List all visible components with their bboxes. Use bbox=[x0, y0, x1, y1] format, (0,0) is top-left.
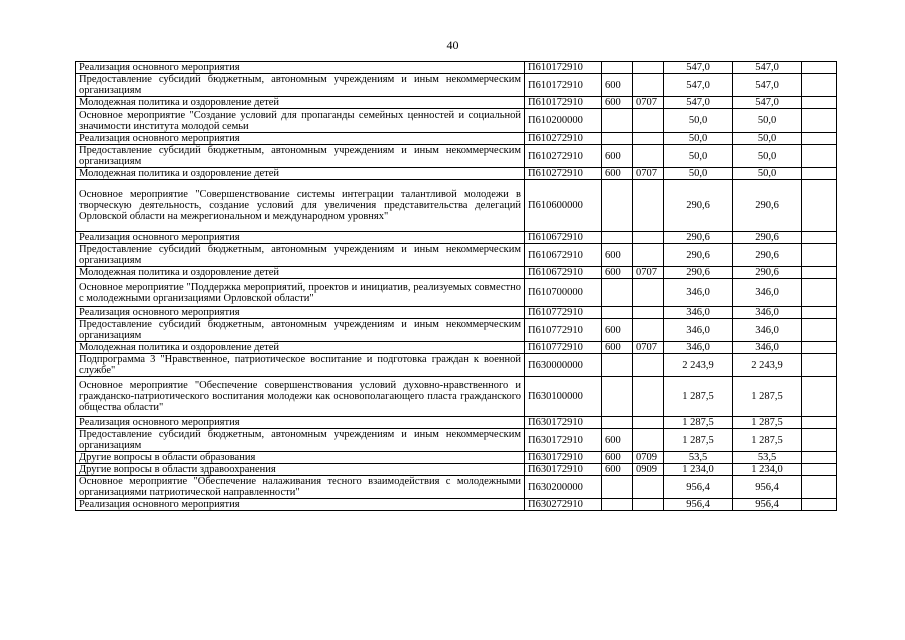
row-code-cell: П610772910 bbox=[525, 319, 602, 342]
row-sum-2-cell: 547,0 bbox=[733, 97, 802, 109]
row-sum-2-cell: 1 287,5 bbox=[733, 417, 802, 429]
row-expense-type-cell bbox=[602, 232, 633, 244]
table-row bbox=[76, 429, 837, 452]
row-name-cell: Основное мероприятие "Совершенствование системы интеграции талантливой молодежи в творческую деятельность, создание условий для увеличения представительства делегаций Орловской области на межрегиональном и международном уровнях" bbox=[76, 180, 525, 232]
row-code-cell: П630172910 bbox=[525, 464, 602, 476]
row-expense-type-cell bbox=[602, 499, 633, 511]
row-name-cell: Другие вопросы в области здравоохранения bbox=[76, 464, 525, 476]
row-expense-type-cell bbox=[602, 279, 633, 307]
row-empty-cell bbox=[802, 307, 837, 319]
row-expense-type-cell: 600 bbox=[602, 267, 633, 279]
row-section-cell: 0909 bbox=[633, 464, 664, 476]
row-code-cell: П630272910 bbox=[525, 499, 602, 511]
row-section-cell bbox=[633, 476, 664, 499]
table-row bbox=[76, 267, 837, 279]
row-section-cell bbox=[633, 244, 664, 267]
row-name-cell: Молодежная политика и оздоровление детей bbox=[76, 168, 525, 180]
row-expense-type-cell: 600 bbox=[602, 244, 633, 267]
row-sum-1-cell: 50,0 bbox=[664, 145, 733, 168]
row-sum-2-cell: 1 287,5 bbox=[733, 377, 802, 417]
row-sum-2-cell: 956,4 bbox=[733, 476, 802, 499]
row-sum-1-cell: 1 287,5 bbox=[664, 429, 733, 452]
row-sum-1-cell: 290,6 bbox=[664, 267, 733, 279]
table-row bbox=[76, 499, 837, 511]
row-sum-2-cell: 346,0 bbox=[733, 342, 802, 354]
row-section-cell: 0707 bbox=[633, 97, 664, 109]
row-sum-2-cell: 53,5 bbox=[733, 452, 802, 464]
table-row bbox=[76, 452, 837, 464]
row-sum-1-cell: 290,6 bbox=[664, 180, 733, 232]
row-empty-cell bbox=[802, 452, 837, 464]
row-sum-2-cell: 290,6 bbox=[733, 232, 802, 244]
row-sum-1-cell: 50,0 bbox=[664, 168, 733, 180]
row-name-cell: Основное мероприятие "Создание условий для пропаганды семейных ценностей и социальной значимости института молодой семьи bbox=[76, 109, 525, 133]
row-section-cell bbox=[633, 499, 664, 511]
row-name-cell: Другие вопросы в области образования bbox=[76, 452, 525, 464]
row-code-cell: П610200000 bbox=[525, 109, 602, 133]
row-expense-type-cell bbox=[602, 133, 633, 145]
row-name-cell: Предоставление субсидий бюджетным, автономным учреждениям и иным некоммерческим организациям bbox=[76, 74, 525, 97]
row-empty-cell bbox=[802, 74, 837, 97]
row-empty-cell bbox=[802, 279, 837, 307]
row-expense-type-cell: 600 bbox=[602, 464, 633, 476]
row-sum-2-cell: 346,0 bbox=[733, 279, 802, 307]
row-code-cell: П610772910 bbox=[525, 342, 602, 354]
row-expense-type-cell bbox=[602, 377, 633, 417]
table-row bbox=[76, 133, 837, 145]
row-sum-2-cell: 50,0 bbox=[733, 133, 802, 145]
row-code-cell: П610172910 bbox=[525, 62, 602, 74]
table-row bbox=[76, 279, 837, 307]
row-code-cell: П610172910 bbox=[525, 74, 602, 97]
row-code-cell: П610672910 bbox=[525, 244, 602, 267]
row-empty-cell bbox=[802, 476, 837, 499]
row-expense-type-cell: 600 bbox=[602, 452, 633, 464]
row-expense-type-cell bbox=[602, 109, 633, 133]
row-empty-cell bbox=[802, 180, 837, 232]
row-expense-type-cell: 600 bbox=[602, 429, 633, 452]
table-row bbox=[76, 180, 837, 232]
row-section-cell bbox=[633, 109, 664, 133]
row-sum-1-cell: 2 243,9 bbox=[664, 354, 733, 377]
row-sum-1-cell: 290,6 bbox=[664, 244, 733, 267]
row-section-cell bbox=[633, 417, 664, 429]
row-expense-type-cell bbox=[602, 417, 633, 429]
table-row bbox=[76, 342, 837, 354]
row-section-cell bbox=[633, 133, 664, 145]
row-section-cell bbox=[633, 279, 664, 307]
table-row bbox=[76, 232, 837, 244]
row-section-cell bbox=[633, 62, 664, 74]
row-empty-cell bbox=[802, 232, 837, 244]
row-sum-1-cell: 547,0 bbox=[664, 97, 733, 109]
row-name-cell: Реализация основного мероприятия bbox=[76, 417, 525, 429]
table-row bbox=[76, 476, 837, 499]
row-name-cell: Предоставление субсидий бюджетным, автономным учреждениям и иным некоммерческим организациям bbox=[76, 244, 525, 267]
row-name-cell: Предоставление субсидий бюджетным, автономным учреждениям и иным некоммерческим организациям bbox=[76, 319, 525, 342]
row-expense-type-cell bbox=[602, 62, 633, 74]
row-name-cell: Основное мероприятие "Поддержка мероприятий, проектов и инициатив, реализуемых совместно с молодежными организациями Орловской области" bbox=[76, 279, 525, 307]
row-section-cell bbox=[633, 307, 664, 319]
row-section-cell bbox=[633, 145, 664, 168]
row-sum-2-cell: 2 243,9 bbox=[733, 354, 802, 377]
row-empty-cell bbox=[802, 97, 837, 109]
row-code-cell: П610272910 bbox=[525, 133, 602, 145]
row-empty-cell bbox=[802, 244, 837, 267]
row-name-cell: Реализация основного мероприятия bbox=[76, 307, 525, 319]
table-row bbox=[76, 97, 837, 109]
row-empty-cell bbox=[802, 319, 837, 342]
row-expense-type-cell: 600 bbox=[602, 319, 633, 342]
row-sum-1-cell: 547,0 bbox=[664, 74, 733, 97]
row-code-cell: П630172910 bbox=[525, 417, 602, 429]
budget-table-body bbox=[76, 62, 837, 511]
row-empty-cell bbox=[802, 267, 837, 279]
row-expense-type-cell: 600 bbox=[602, 74, 633, 97]
row-empty-cell bbox=[802, 354, 837, 377]
row-code-cell: П630172910 bbox=[525, 452, 602, 464]
row-sum-2-cell: 50,0 bbox=[733, 109, 802, 133]
row-name-cell: Предоставление субсидий бюджетным, автономным учреждениям и иным некоммерческим организациям bbox=[76, 145, 525, 168]
row-empty-cell bbox=[802, 429, 837, 452]
row-sum-2-cell: 1 234,0 bbox=[733, 464, 802, 476]
row-sum-1-cell: 1 234,0 bbox=[664, 464, 733, 476]
row-section-cell: 0707 bbox=[633, 267, 664, 279]
row-code-cell: П610672910 bbox=[525, 232, 602, 244]
table-row bbox=[76, 145, 837, 168]
row-sum-2-cell: 50,0 bbox=[733, 145, 802, 168]
row-expense-type-cell bbox=[602, 180, 633, 232]
row-sum-1-cell: 50,0 bbox=[664, 133, 733, 145]
row-empty-cell bbox=[802, 342, 837, 354]
row-name-cell: Реализация основного мероприятия bbox=[76, 499, 525, 511]
row-code-cell: П630000000 bbox=[525, 354, 602, 377]
row-empty-cell bbox=[802, 168, 837, 180]
row-section-cell: 0707 bbox=[633, 342, 664, 354]
row-code-cell: П630200000 bbox=[525, 476, 602, 499]
row-sum-1-cell: 956,4 bbox=[664, 499, 733, 511]
row-code-cell: П610600000 bbox=[525, 180, 602, 232]
row-name-cell: Основное мероприятие "Обеспечение совершенствования условий духовно-нравственного и гражданско-патриотического воспитания молодежи как основополагающего пласта гражданского общества области" bbox=[76, 377, 525, 417]
row-sum-2-cell: 1 287,5 bbox=[733, 429, 802, 452]
row-sum-2-cell: 290,6 bbox=[733, 180, 802, 232]
row-code-cell: П630100000 bbox=[525, 377, 602, 417]
row-name-cell: Предоставление субсидий бюджетным, автономным учреждениям и иным некоммерческим организациям bbox=[76, 429, 525, 452]
row-expense-type-cell bbox=[602, 354, 633, 377]
row-sum-2-cell: 290,6 bbox=[733, 267, 802, 279]
row-sum-1-cell: 53,5 bbox=[664, 452, 733, 464]
row-name-cell: Подпрограмма 3 "Нравственное, патриотическое воспитание и подготовка граждан к военной службе" bbox=[76, 354, 525, 377]
table-row bbox=[76, 354, 837, 377]
row-code-cell: П610272910 bbox=[525, 168, 602, 180]
row-sum-2-cell: 346,0 bbox=[733, 307, 802, 319]
row-sum-2-cell: 290,6 bbox=[733, 244, 802, 267]
row-code-cell: П610772910 bbox=[525, 307, 602, 319]
table-row bbox=[76, 244, 837, 267]
row-name-cell: Молодежная политика и оздоровление детей bbox=[76, 267, 525, 279]
page-number: 40 bbox=[446, 38, 459, 52]
table-row bbox=[76, 62, 837, 74]
row-expense-type-cell: 600 bbox=[602, 145, 633, 168]
table-row bbox=[76, 307, 837, 319]
row-sum-1-cell: 956,4 bbox=[664, 476, 733, 499]
row-name-cell: Реализация основного мероприятия bbox=[76, 62, 525, 74]
row-expense-type-cell bbox=[602, 476, 633, 499]
row-section-cell bbox=[633, 180, 664, 232]
table-row bbox=[76, 109, 837, 133]
table-row bbox=[76, 74, 837, 97]
row-section-cell bbox=[633, 377, 664, 417]
row-sum-1-cell: 346,0 bbox=[664, 319, 733, 342]
table-row bbox=[76, 319, 837, 342]
row-sum-1-cell: 346,0 bbox=[664, 342, 733, 354]
row-empty-cell bbox=[802, 464, 837, 476]
row-empty-cell bbox=[802, 499, 837, 511]
row-sum-2-cell: 346,0 bbox=[733, 319, 802, 342]
row-code-cell: П610700000 bbox=[525, 279, 602, 307]
row-sum-1-cell: 346,0 bbox=[664, 279, 733, 307]
row-section-cell bbox=[633, 429, 664, 452]
row-name-cell: Молодежная политика и оздоровление детей bbox=[76, 342, 525, 354]
row-expense-type-cell bbox=[602, 307, 633, 319]
row-sum-2-cell: 956,4 bbox=[733, 499, 802, 511]
row-section-cell bbox=[633, 232, 664, 244]
row-code-cell: П610672910 bbox=[525, 267, 602, 279]
row-expense-type-cell: 600 bbox=[602, 168, 633, 180]
row-section-cell bbox=[633, 319, 664, 342]
table-row bbox=[76, 168, 837, 180]
table-row bbox=[76, 464, 837, 476]
row-sum-2-cell: 547,0 bbox=[733, 74, 802, 97]
row-name-cell: Молодежная политика и оздоровление детей bbox=[76, 97, 525, 109]
row-name-cell: Реализация основного мероприятия bbox=[76, 232, 525, 244]
row-expense-type-cell: 600 bbox=[602, 97, 633, 109]
row-section-cell bbox=[633, 74, 664, 97]
row-sum-2-cell: 547,0 bbox=[733, 62, 802, 74]
row-empty-cell bbox=[802, 62, 837, 74]
row-section-cell: 0709 bbox=[633, 452, 664, 464]
row-code-cell: П610272910 bbox=[525, 145, 602, 168]
row-sum-1-cell: 346,0 bbox=[664, 307, 733, 319]
row-empty-cell bbox=[802, 377, 837, 417]
table-row bbox=[76, 417, 837, 429]
row-section-cell: 0707 bbox=[633, 168, 664, 180]
row-sum-2-cell: 50,0 bbox=[733, 168, 802, 180]
row-empty-cell bbox=[802, 145, 837, 168]
row-sum-1-cell: 1 287,5 bbox=[664, 377, 733, 417]
row-name-cell: Реализация основного мероприятия bbox=[76, 133, 525, 145]
row-sum-1-cell: 1 287,5 bbox=[664, 417, 733, 429]
row-section-cell bbox=[633, 354, 664, 377]
row-expense-type-cell: 600 bbox=[602, 342, 633, 354]
row-name-cell: Основное мероприятие "Обеспечение налаживания тесного взаимодействия с молодежными организациями патриотической направленности" bbox=[76, 476, 525, 499]
row-sum-1-cell: 547,0 bbox=[664, 62, 733, 74]
row-sum-1-cell: 290,6 bbox=[664, 232, 733, 244]
budget-table bbox=[75, 61, 837, 511]
row-empty-cell bbox=[802, 109, 837, 133]
row-empty-cell bbox=[802, 417, 837, 429]
row-sum-1-cell: 50,0 bbox=[664, 109, 733, 133]
table-row bbox=[76, 377, 837, 417]
row-code-cell: П630172910 bbox=[525, 429, 602, 452]
row-empty-cell bbox=[802, 133, 837, 145]
row-code-cell: П610172910 bbox=[525, 97, 602, 109]
